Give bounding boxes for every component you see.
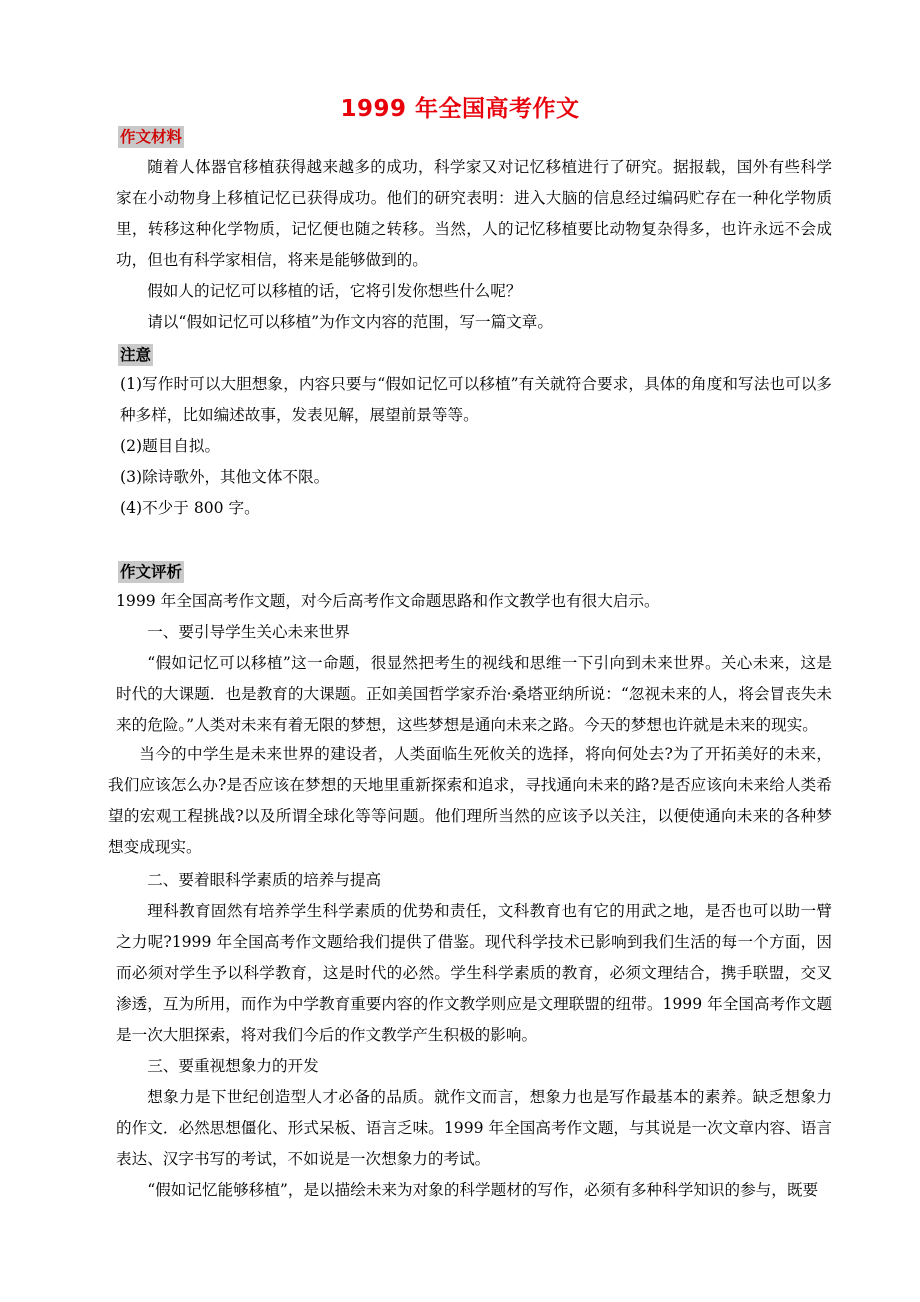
section3-title: 三、要重视想象力的开发 [147, 1057, 319, 1075]
section1-paragraph-2: 当今的中学生是未来世界的建设者，人类面临生死攸关的选择，将向何处去?为了开拓美好的未来，我们应该怎么办?是否应该在梦想的天地里重新探索和追求，寻找通向未来的路?是否应该向未来给人类希望的宏观工程挑战?以及所谓全球化等等问题。他们理所当然的应该予以关注，以便使通向未来的各种梦想变成现实。 [108, 745, 832, 856]
review-heading: 作文评析 [120, 563, 183, 581]
material-paragraph-1: 随着人体器官移植获得越来越多的成功，科学家又对记忆移植进行了研究。据报载，国外有些科学家在小动物身上移植记忆已获得成功。他们的研究表明：进入大脑的信息经过编码贮存在一种化学物质里，转移这种化学物质，记忆便也随之转移。当然，人的记忆移植要比动物复杂得多，也许永远不会成功，但也有科学家相信，将来是能够做到的。 [116, 158, 832, 269]
material-paragraph-2: 假如人的记忆可以移植的话，它将引发你想些什么呢？ [147, 282, 522, 300]
notes-heading: 注意 [120, 346, 152, 364]
note-item-1: (1)写作时可以大胆想象，内容只要与“假如记忆可以移植”有关就符合要求，具体的角度和写法也可以多种多样，比如编述故事，发表见解，展望前景等等。 [120, 375, 832, 424]
note-item-3: (3)除诗歌外，其他文体不限。 [120, 468, 330, 486]
section1-paragraph-1: “假如记忆可以移植”这一命题，很显然把考生的视线和思维一下引向到未来世界。关心未来，这是时代的大课题．也是教育的大课题。正如美国哲学家乔治·桑塔亚纳所说：“忽视未来的人，将会冒丧失未来的危险。”人类对未来有着无限的梦想，这些梦想是通向未来之路。今天的梦想也许就是未来的现实。 [116, 654, 832, 734]
note-item-2: (2)题目自拟。 [120, 437, 221, 455]
section3-paragraph-1: 想象力是下世纪创造型人才必备的品质。就作文而言，想象力也是写作最基本的素养。缺乏想象力的作文．必然思想僵化、形式呆板、语言乏味。1999 年全国高考作文题，与其说是一次文章内容、语言表达、汉字书写的考试，不如说是一次想象力的考试。 [116, 1088, 832, 1168]
note-item-4: (4)不少于 800 字。 [120, 499, 260, 517]
material-paragraph-3: 请以“假如记忆可以移植”为作文内容的范围，写一篇文章。 [147, 313, 553, 331]
document-title: 1999 年全国高考作文 [340, 96, 580, 122]
section2-paragraph-1: 理科教育固然有培养学生科学素质的优势和责任，文科教育也有它的用武之地，是否也可以助一臂之力呢?1999 年全国高考作文题给我们提供了借鉴。现代科学技术已影响到我们生活的每一个方面，因而必须对学生予以科学教育，这是时代的必然。学生科学素质的教育，必须文理结合，携手联盟，交叉渗透，互为所用，而作为中学教育重要内容的作文教学则应是文理联盟的纽带。1999 年全国高考作文题是一次大胆探索，将对我们今后的作文教学产生积极的影响。 [116, 902, 832, 1044]
review-intro: 1999 年全国高考作文题，对今后高考作文命题思路和作文教学也有很大启示。 [116, 592, 660, 610]
section1-title: 一、要引导学生关心未来世界 [147, 623, 350, 641]
material-heading: 作文材料 [120, 128, 183, 146]
section2-title: 二、要着眼科学素质的培养与提高 [147, 871, 382, 889]
section3-paragraph-2: “假如记忆能够移植”，是以描绘未来为对象的科学题材的写作，必须有多种科学知识的参与，既要 [147, 1181, 819, 1199]
